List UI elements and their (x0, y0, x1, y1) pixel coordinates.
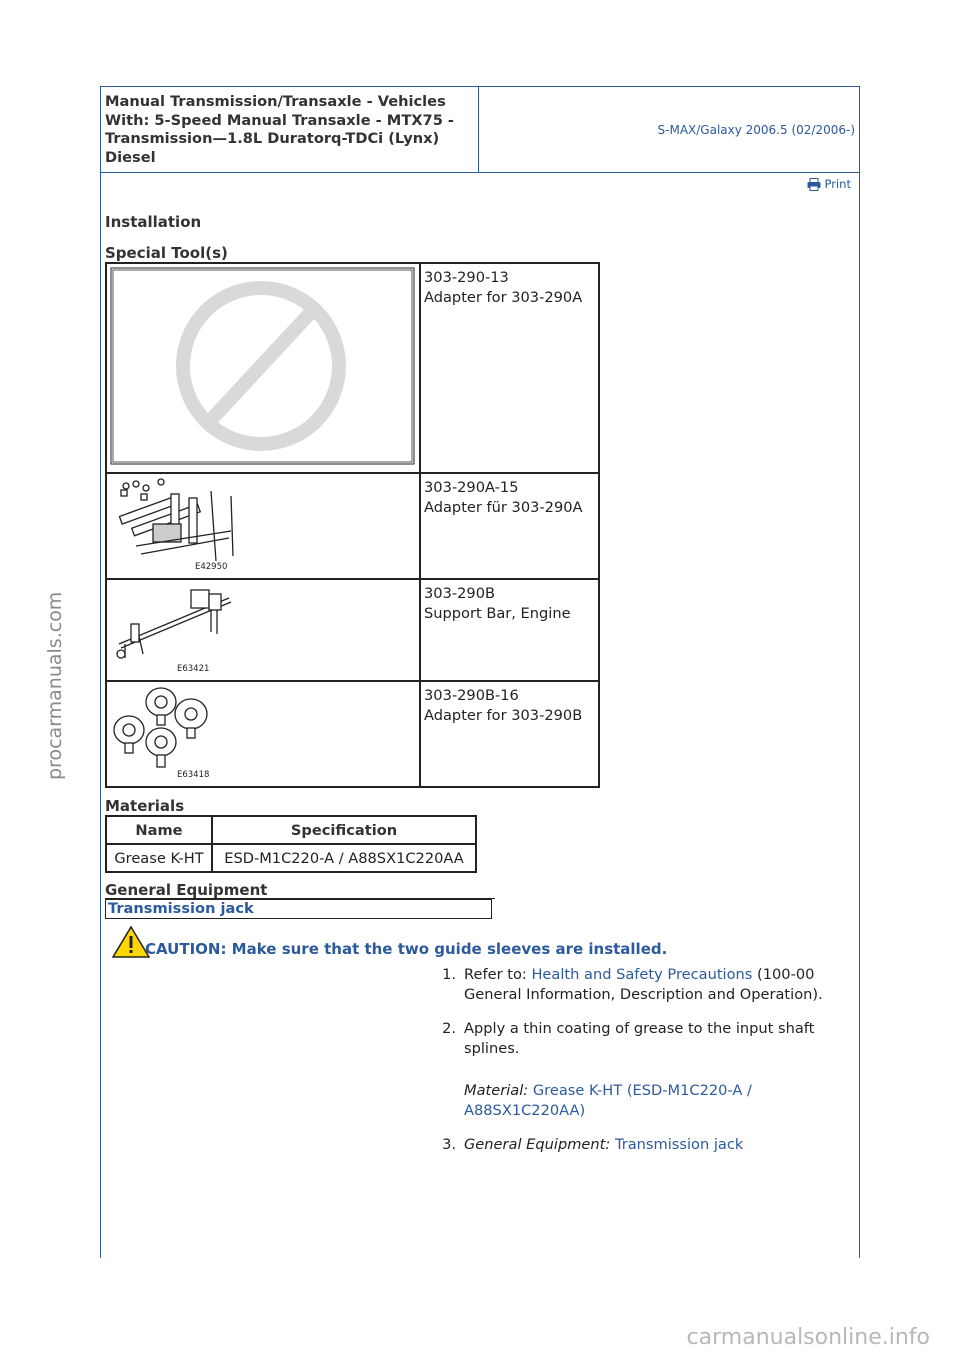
general-equipment-heading: General Equipment (105, 881, 268, 899)
support-bar-illustration (111, 584, 241, 674)
material-specification: ESD-M1C220-A / A88SX1C220AA (212, 844, 476, 872)
document-header (101, 87, 859, 173)
step-body (464, 1135, 856, 1155)
equipment-item[interactable]: Transmission jack (105, 899, 492, 919)
step-text: Apply a thin coating of grease to the input shaft splines. (464, 1020, 815, 1057)
tool-row (107, 580, 598, 682)
watermark-bottom: carmanualsonline.info (686, 1325, 930, 1350)
tool-image-label: E42950 (195, 562, 228, 572)
document-title: Manual Transmission/Transaxle - Vehicles With: 5-Speed Manual Transaxle - MTX75 - Transmission—1.8L Duratorq-TDCi (Lynx) Diesel (105, 93, 454, 166)
table-row (106, 844, 476, 872)
column-header-specification: Specification (212, 816, 476, 844)
tool-image-cell (107, 474, 421, 578)
tool-code: 303-290A-15 (424, 479, 519, 496)
tool-code: 303-290-13 (424, 269, 509, 286)
print-label: Print (824, 177, 851, 191)
step-number: 1. (442, 966, 456, 983)
tool-code: 303-290B (424, 585, 495, 602)
step-body (464, 1019, 856, 1121)
caution-text: CAUTION: Make sure that the two guide sleeves are installed. (145, 940, 668, 958)
step-body (464, 965, 856, 1005)
step-material (464, 1081, 856, 1121)
tool-description: Adapter for 303-290A (424, 288, 583, 306)
table-header-row (106, 816, 476, 844)
watermark-left: procarmanuals.com (44, 591, 66, 780)
tool-image-cell (107, 580, 421, 680)
materials-table (105, 815, 477, 873)
equipment-label: General Equipment: (464, 1136, 611, 1153)
print-button[interactable] (807, 177, 851, 191)
document-frame (100, 86, 860, 1258)
list-item (426, 965, 856, 1005)
list-item (426, 1135, 856, 1155)
header-title-cell (101, 87, 479, 172)
tool-image-label: E63418 (177, 770, 210, 780)
no-image-placeholder-icon (107, 264, 417, 468)
tool-text (421, 682, 598, 786)
section-title: Installation (105, 213, 202, 231)
tool-description: Adapter für 303-290A (424, 498, 583, 516)
step-number: 3. (442, 1136, 456, 1153)
tool-text (421, 474, 598, 578)
tool-image-label: E63421 (177, 664, 210, 674)
tool-row (107, 264, 598, 474)
material-name: Grease K-HT (106, 844, 212, 872)
vehicle-info: S-MAX/Galaxy 2006.5 (02/2006-) (657, 123, 855, 137)
tool-row (107, 682, 598, 786)
special-tools-heading: Special Tool(s) (105, 244, 228, 262)
health-safety-link[interactable]: Health and Safety Precautions (531, 966, 753, 983)
tool-row (107, 474, 598, 580)
material-link[interactable]: Grease K-HT (ESD-M1C220-A / A88SX1C220AA) (464, 1082, 752, 1119)
tool-text (421, 580, 598, 680)
tool-image-cell (107, 682, 421, 786)
header-vehicle-cell (479, 87, 859, 172)
step-suffix: (100-00 General Information, Description and Operation). (464, 966, 823, 1003)
step-prefix: Refer to: (464, 966, 532, 983)
materials-heading: Materials (105, 797, 185, 815)
procedure-steps (426, 965, 856, 1169)
eye-bolt-illustration (111, 684, 231, 784)
printer-icon (807, 178, 821, 191)
tool-kit-illustration (111, 476, 251, 576)
step-number: 2. (442, 1020, 456, 1037)
tool-image-cell (107, 264, 421, 472)
column-header-name: Name (106, 816, 212, 844)
tool-description: Adapter for 303-290B (424, 706, 583, 724)
equipment-link[interactable]: Transmission jack (614, 1136, 744, 1153)
tool-text (421, 264, 598, 472)
tool-code: 303-290B-16 (424, 687, 519, 704)
caution-notice (111, 925, 667, 959)
material-label: Material: (464, 1082, 529, 1099)
list-item (426, 1019, 856, 1121)
special-tools-table (105, 262, 600, 788)
tool-description: Support Bar, Engine (424, 604, 571, 622)
